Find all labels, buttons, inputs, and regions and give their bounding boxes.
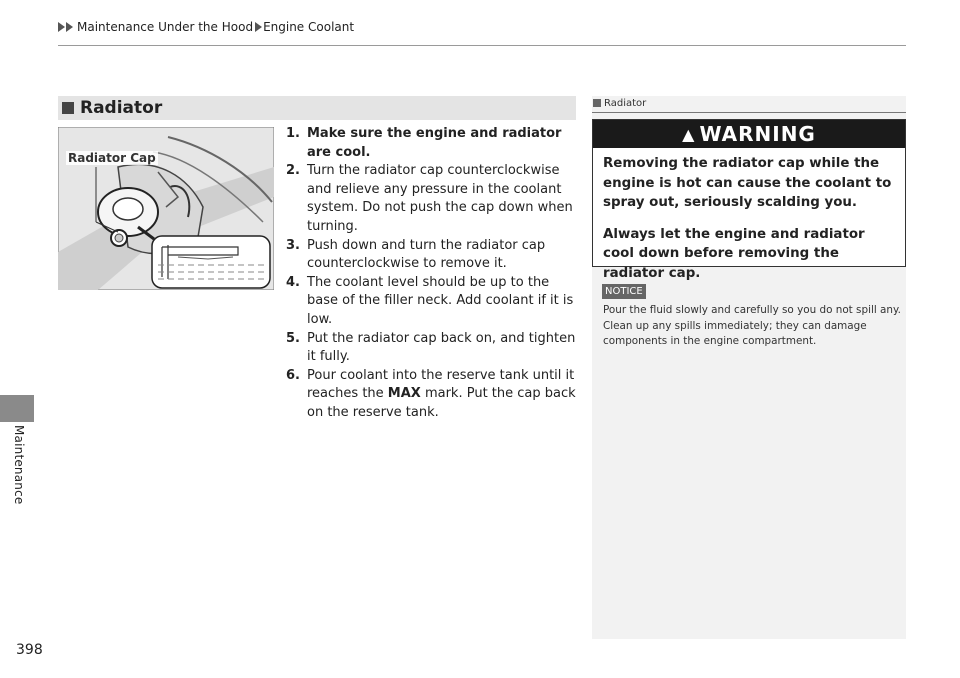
- breadcrumb: [58, 20, 354, 34]
- list-item: [286, 162, 578, 236]
- step-text: [307, 367, 578, 423]
- list-item: [286, 274, 578, 330]
- step-number: 2.: [286, 163, 300, 179]
- note-header-title: Radiator: [604, 97, 647, 109]
- warning-triangle-icon: ▲: [682, 124, 696, 144]
- warning-box: [592, 119, 906, 281]
- step-text: Push down and turn the radiator cap counterclockwise to remove it.: [307, 237, 546, 272]
- chapter-tab[interactable]: [0, 395, 34, 422]
- chevron-right-icon: [66, 22, 73, 32]
- header-divider: [58, 45, 906, 46]
- procedure-steps: [286, 125, 578, 423]
- step-number: 6.: [286, 367, 300, 383]
- list-item: [286, 125, 578, 162]
- breadcrumb-item[interactable]: Engine Coolant: [263, 20, 355, 34]
- illustration-callout: Radiator Cap: [68, 151, 156, 165]
- step-text-part: mark. Put the cap back on the reserve tank.: [307, 386, 576, 420]
- warning-paragraph: Always let the engine and radiator cool down before removing the radiator cap.: [603, 226, 865, 281]
- list-item: [286, 367, 578, 423]
- note-divider: [592, 112, 906, 113]
- max-mark-label: MAX: [387, 386, 421, 402]
- list-item: [286, 330, 578, 367]
- step-text: Make sure the engine and radiator are cool.: [307, 126, 562, 160]
- section-title: Radiator: [80, 98, 163, 118]
- step-text: Put the radiator cap back on, and tighten it fully.: [307, 330, 576, 365]
- warning-title-bar: [593, 120, 905, 148]
- section-square-icon: [62, 102, 74, 114]
- note-header: [592, 96, 906, 110]
- notice-text: Pour the fluid slowly and carefully so you do not spill any. Clean up any spills immediately; they can damage components in the engine compartment.: [603, 304, 901, 347]
- step-number: 1.: [286, 126, 300, 141]
- note-icon: [593, 99, 601, 107]
- step-text: Turn the radiator cap counterclockwise and relieve any pressure in the coolant system. Do not push the cap down when turning.: [307, 163, 573, 234]
- chapter-label: Maintenance: [12, 425, 26, 505]
- section-heading: [58, 96, 576, 120]
- notice-badge: NOTICE: [602, 284, 646, 299]
- warning-paragraph: Removing the radiator cap while the engine is hot can cause the coolant to spray out, seriously scalding you.: [603, 156, 892, 210]
- step-text-part: Pour coolant into the reserve tank until it reaches the: [307, 367, 575, 402]
- list-item: [286, 237, 578, 274]
- warning-title: WARNING: [699, 122, 816, 146]
- step-number: 4.: [286, 274, 300, 290]
- chevron-right-icon: [58, 22, 65, 32]
- breadcrumb-item[interactable]: Maintenance Under the Hood: [77, 20, 254, 34]
- step-number: 3.: [286, 237, 300, 253]
- page-number: 398: [16, 642, 43, 658]
- step-text: The coolant level should be up to the base of the filler neck. Add coolant if it is low.: [307, 274, 574, 327]
- chevron-right-icon: [255, 22, 262, 32]
- step-number: 5.: [286, 330, 300, 346]
